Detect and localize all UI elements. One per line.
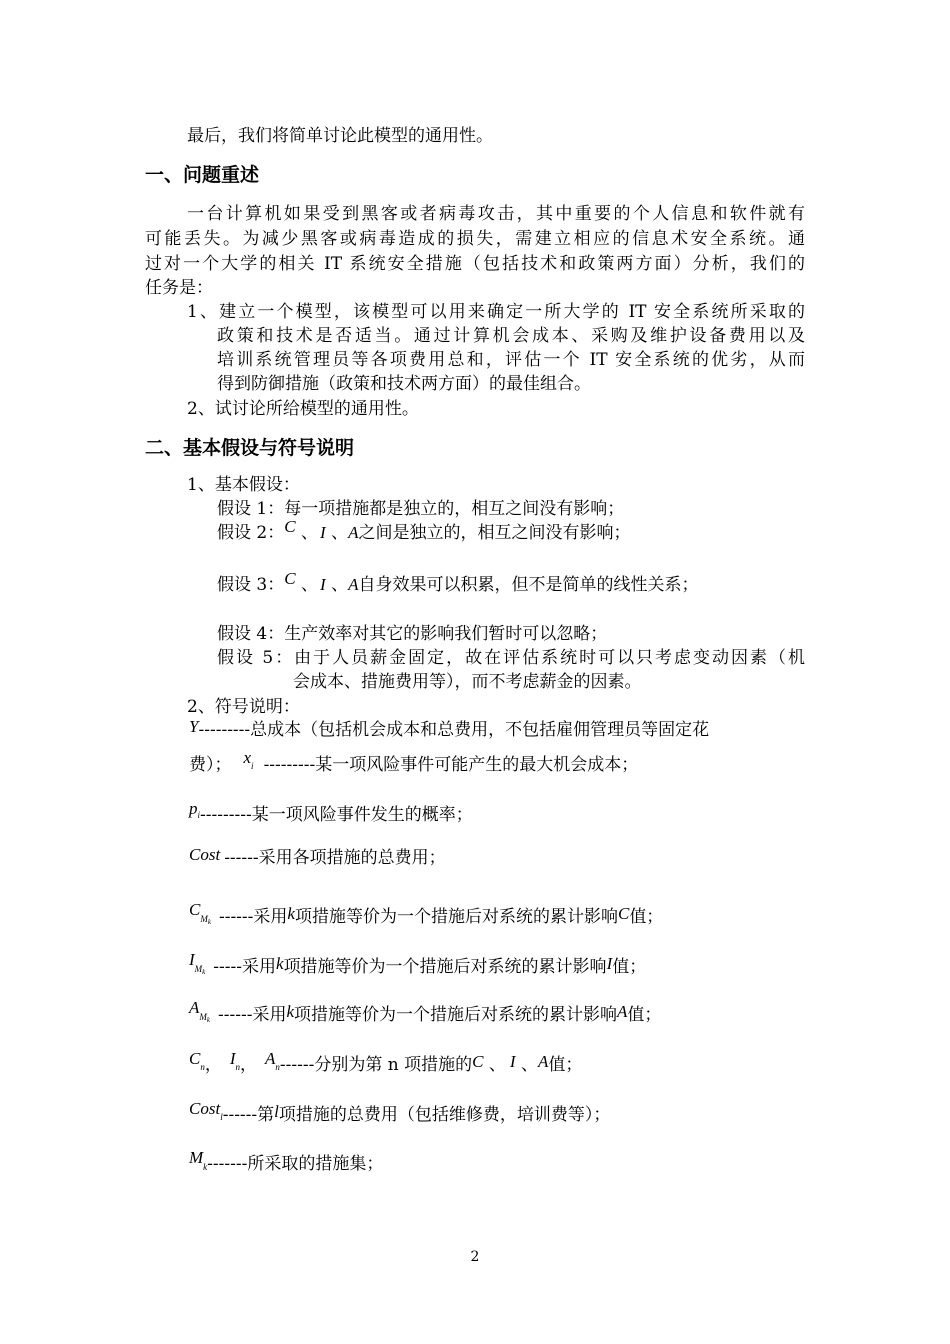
task-line: 2、试讨论所给模型的通用性。 [187, 399, 419, 419]
symbol-cost-l: Cost$_l$------第l项措施的总费用（包括维修费，培训费等）； [189, 1099, 611, 1125]
symbol-cost: Cost ------采用各项措施的总费用； [189, 845, 446, 868]
symbol-Y: Y---------总成本（包括机会成本和总费用，不包括雇佣管理员等固定花 [189, 717, 710, 740]
assumption-2: 假设 2：C 、 I 、A之间是独立的，相互之间没有影响； [217, 517, 631, 543]
task-line: 政策和技术是否适当。通过计算机会成本、采购及维护设备费用以及 [217, 326, 805, 346]
section-heading-1: 一、问题重述 [145, 164, 260, 186]
intro-line: 最后，我们将简单讨论此模型的通用性。 [187, 126, 493, 146]
task-line: 得到防御措施（政策和技术两方面）的最佳组合。 [217, 374, 591, 394]
task-line: 培训系统管理员等各项费用总和，评估一个 IT 安全系统的优劣，从而 [217, 350, 805, 370]
task-line: 1、建立一个模型，该模型可以用来确定一所大学的 IT 安全系统所采取的 [187, 302, 805, 322]
assumption-5: 假设 5：由于人员薪金固定，故在评估系统时可以只考虑变动因素（机 [217, 648, 805, 668]
symbols-title: 2、符号说明： [187, 697, 300, 717]
assumption-4: 假设 4：生产效率对其它的影响我们暂时可以忽略； [217, 624, 608, 644]
symbol-I-Mk: $I_{M_k}$ -----采用k项措施等价为一个措施后对系统的累计影响I值； [189, 950, 647, 977]
paragraph-line: 过对一个大学的相关 IT 系统安全措施（包括技术和政策两方面）分析，我们的 [145, 254, 805, 274]
paragraph-line: 一台计算机如果受到黑客或者病毒攻击，其中重要的个人信息和软件就有 [187, 204, 805, 224]
page-number: 2 [470, 1249, 480, 1265]
assumption-1: 假设 1：每一项措施都是独立的，相互之间没有影响； [217, 499, 625, 519]
paragraph-line: 任务是： [145, 278, 213, 298]
symbol-Cn-In-An: $C_n$， $I_n$， $A_n------$分别为第 n 项措施的C 、 I 、A值； [189, 1049, 583, 1075]
paragraph-line: 可能丢失。为减少黑客或病毒造成的损失，需建立相应的信息术安全系统。通 [145, 229, 805, 249]
assumption-3: 假设 3：C 、 I 、A自身效果可以积累，但不是简单的线性关系； [217, 569, 699, 595]
assumption-5-cont: 会成本、措施费用等），而不考虑薪金的因素。 [293, 672, 642, 692]
symbol-p: $p_i---------$某一项风险事件发生的概率； [189, 799, 473, 825]
assumptions-title: 1、基本假设： [187, 475, 300, 495]
symbol-Mk: $M_k-------$所采取的措施集； [189, 1148, 384, 1174]
symbol-x: 费）； $x_i$ ---------某一项风险事件可能产生的最大机会成本； [189, 748, 639, 775]
section-heading-2: 二、基本假设与符号说明 [145, 437, 355, 459]
symbol-A-Mk: $A_{M_k}$ ------采用k项措施等价为一个措施后对系统的累计影响A值； [189, 998, 662, 1025]
symbol-C-Mk: $C_{M_k}$ ------采用k项措施等价为一个措施后对系统的累计影响C值； [189, 900, 664, 927]
